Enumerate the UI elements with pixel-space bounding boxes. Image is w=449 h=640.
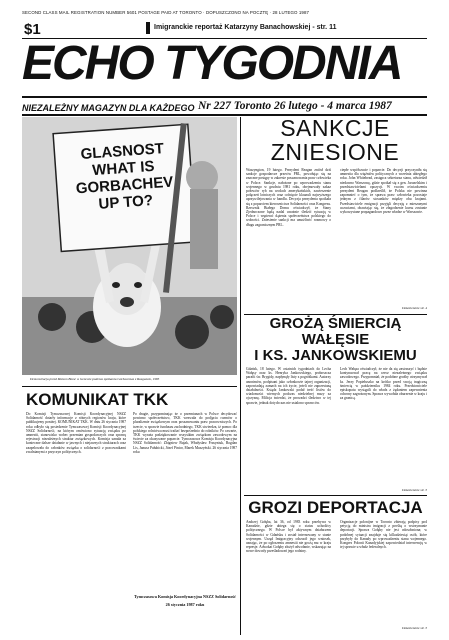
news-photo xyxy=(22,117,237,375)
header-rule-mid xyxy=(22,96,427,98)
groza-headline xyxy=(244,316,427,364)
tkk-date: 26 stycznia 1987 roku xyxy=(165,602,205,607)
groza-title-line3: I KS. JANKOWSKIEMU xyxy=(254,347,417,364)
photo-caption: Demonstracja przed Maison Blanc w Genewie podczas spotkania Gorbaczowa z Reaganem, 1985 xyxy=(30,377,160,381)
tkk-column-2: Po drugie, przypominając że o przemianach w Polsce decydować powinno społeczeństwo, TKK wezwała do podjęcia rozmów o pluralizmie związkowym oraz poszanowaniu praw pracowniczych. Po trzecie, w sprawie funduszu zachodniego, TKK stwierdza, iż pomoc dla polskiego rolnictwa musi trafiać bezpośrednio do rolników. Po czwarte, TKK wyraża podziękowanie wszystkim związkom zawodowym na świecie za okazywane poparcie. Tymczasowa Komisja Koordynacyjna NSZZ Solidarność: Zbigniew Bujak, Władysław Frasyniuk, Bogdan Lis, Janusz Pałubicki, Józef Pinior, Marek Muszyński. 26 stycznia 1987 roku xyxy=(133,412,237,454)
header-rule-left xyxy=(146,22,150,34)
mail-registration: SECOND CLASS MAIL REGISTRATION NUMBER 5601 POSTAGE PAID AT TORONTO · DOPUSZCZONO NA POCZTĘ · 28 LUTEGO 1987 xyxy=(22,10,310,15)
divider-deportacja xyxy=(244,495,427,496)
sankcje-column-2: ciepłe współczucie i poparcie. Do decyzji przyczyniła się amnestia dla więźniów politycznych z września ubiegłego roku. John Whitehead, zastępca sekretarza stanu, odwiedził niedawno Warszawę, gdzie spotkał się z gen. Jaruzelskim i przedstawicielami opozycji. W swoim oświadczeniu prezydent Reagan podkreślił, że Polska nie powinna zapomnieć o tym, że sprawa praw człowieka pozostaje jednym z filarów stosunków między obu krajami. Przedstawiciele emigracji przyjęli decyzję z mieszanymi uczuciami, obawiając się, że złagodzenie kursu zostanie wykorzystane propagandowo przez władze w Warszawie. xyxy=(340,168,427,215)
masthead: ECHO TYGODNIA xyxy=(22,37,402,90)
sankcje-column-1: Waszyngton, 19 lutego. Prezydent Reagan zniósł dziś sankcje gospodarcze przeciw PRL, powołując się na znaczne postępy w zakresie poszanowania praw człowieka w Polsce. Sankcje, nałożone po wprowadzeniu stanu wojennego w grudniu 1981 roku, obejmowały zakaz połowów ryb na wodach amerykańskich, zawieszenie połączeń lotniczych oraz cofnięcie klauzuli najwyższego uprzywilejowania w handlu. Decyzja prezydenta spotkała się z poparciem kierownictwa Solidarności oraz Kongresu. Rzecznik Białego Domu oświadczył, że Stany Zjednoczone będą nadal uważnie śledzić sytuację w Polsce i wspierać dążenia społeczeństwa polskiego do wolności. Zniesienie sankcji ma umożliwić rozmowy o długu zagranicznym PRL. xyxy=(246,168,331,227)
deportacja-column-2: Organizacje polonijne w Toronto zbierają podpisy pod petycją do ministra imigracji z prośbą o wstrzymanie deportacji. Sprawa Gołęby nie jest odosobniona; w podobnej sytuacji znajduje się kilkadziesiąt osób, które przybyły do Kanady po wprowadzeniu stanu wojennego. Kongres Polonii Kanadyjskiej zapowiedział interwencję w tej sprawie u władz federalnych. xyxy=(340,520,427,550)
groza-title-line1: GROŻĄ ŚMIERCIĄ xyxy=(269,315,402,332)
tkk-signers: Tymczasowa Komisja Koordynacyjna NSZZ Solidarność xyxy=(134,594,236,599)
column-separator xyxy=(240,117,241,635)
tkk-headline: KOMUNIKAT TKK xyxy=(26,390,169,409)
groza-title-line2: WAŁĘSIE xyxy=(301,331,370,348)
protest-sign-text: GLASNOST WHAT IS GORBACHEV UP TO? xyxy=(75,140,174,213)
tkk-column-1: Do Komisji Tymczasowej Komisji Koordynacyjnej NSZZ Solidarność dotarły informacje z różnych regionów kraju, które publikujemy poniżej. KOMUNIKAT TKK. W dniu 26 stycznia 1987 roku odbyło się posiedzenie Tymczasowej Komisji Koordynacyjnej NSZZ Solidarność, na którym omówiono sytuację związku po amnestii, stanowisko wobec przemian gospodarczych oraz sprawę rejestracji niezależnych struktur związkowych. Komisja uznała za konieczne dalsze działanie w jawnych i niejawnych strukturach oraz zaapelowała do członków związku o solidarność z pracownikami zwalnianymi z przyczyn politycznych. xyxy=(26,412,126,454)
sankcje-continued: Dokończenie str. 4 xyxy=(402,306,427,310)
sankcje-headline xyxy=(240,116,430,164)
deportacja-column-1: Andrzej Gołęba, lat 36, od 1983 roku przebywa w Kanadzie, gdzie ubiega się o status uchodźcy politycznego. W Polsce był aktywnym działaczem Solidarności w Gdańsku i został internowany w stanie wojennym. Urząd Imigracyjny odrzucił jego wniosek, uznając, że po ogłoszeniu amnestii nie grożą mu w kraju represje. Adwokat Gołęby złożył odwołanie, wskazując na nowe dowody prześladowań jego rodziny. xyxy=(246,520,331,554)
interview-teaser: Imigranckie reportaż Katarzyny Banachowskiej - str. 11 xyxy=(154,24,337,31)
divider-tkk xyxy=(22,386,237,387)
deportacja-continued: Dokończenie str. 3 xyxy=(402,626,427,630)
tagline: NIEZALEŻNY MAGAZYN DLA KAŻDEGO xyxy=(22,103,195,113)
sankcje-title-line2: ZNIESIONE xyxy=(270,139,400,165)
deportacja-headline: GROZI DEPORTACJA xyxy=(248,498,423,517)
groza-continued: Dokończenie str. 3 xyxy=(402,488,427,492)
issue-line: Nr 227 Toronto 26 lutego - 4 marca 1987 xyxy=(198,100,392,112)
price-label: $1 xyxy=(24,21,41,38)
groza-column-1: Gdańsk, 18 lutego. W ostatnich tygodniach do Lecha Wałęsy oraz ks. Henryka Jankowskiego, proboszcza parafii św. Brygidy, napłynęły listy z pogróżkami. Autorzy anonimów, podpisani jako członkowie tajnej organizacji, zapowiadają zamach na ich życie, jeżeli nie zaprzestaną działalności. Ksiądz Jankowski podał treść listów do wiadomości wiernych podczas niedzielnej mszy za ojczyznę. Milicja twierdzi, że prowadzi śledztwo w tej sprawie, jednak dotychczas nie ustalono sprawców. xyxy=(246,367,331,405)
groza-column-2: Lech Wałęsa oświadczył, że nie da się zastraszyć i będzie kontynuował pracę na rzecz niezależnego związku zawodowego. Przypomniał, że podobne groźby otrzymywał ks. Jerzy Popiełuszko na krótko przed swoją tragiczną śmiercią w październiku 1984 roku. Przedstawiciele episkopatu wystąpili do władz z żądaniem zapewnienia ochrony zagrożonym. Sprawa wywołała oburzenie w kraju i za granicą. xyxy=(340,367,427,401)
sankcje-title-line1: SANKCJE xyxy=(280,115,390,141)
